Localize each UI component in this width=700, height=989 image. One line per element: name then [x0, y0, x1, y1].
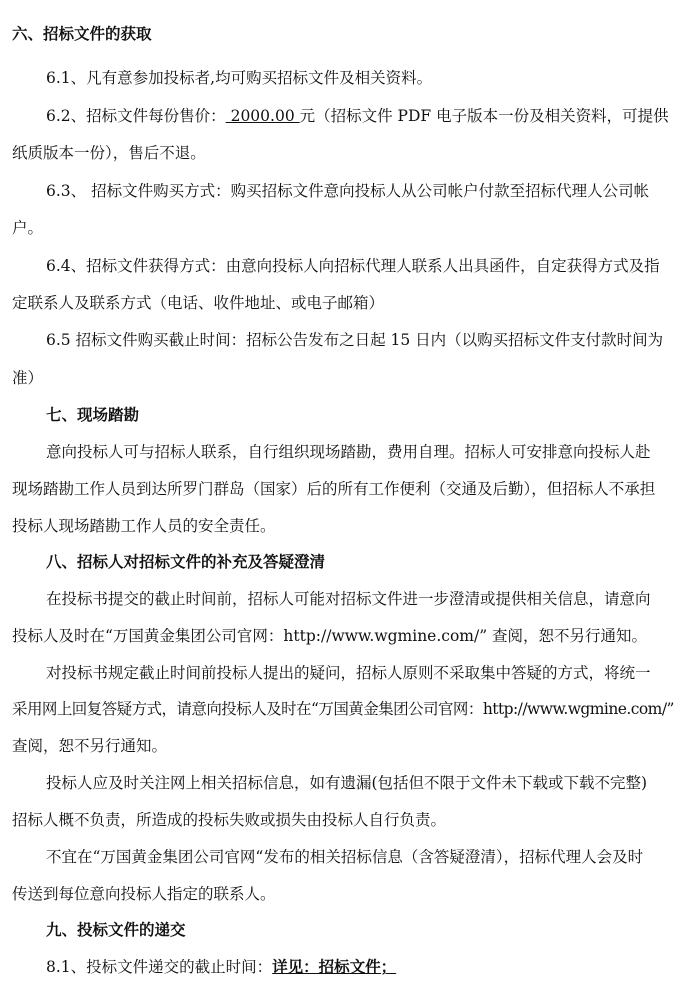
- para-8d-line2: 传送到每位意向投标人指定的联系人。: [12, 885, 276, 903]
- para-6-2-suffix: 元（招标文件 PDF 电子版本一份及相关资料，可提供: [299, 107, 669, 125]
- para-6-3-line1: 6.3、 招标文件购买方式：购买招标文件意向投标人从公司帐户付款至招标代理人公司帐: [46, 182, 650, 200]
- para-8a-line2: 投标人及时在“万国黄金集团公司官网：http://www.wgmine.com/” 查阅，恕不另行通知。: [12, 627, 648, 645]
- para-8b-line3: 查阅，恕不另行通知。: [12, 737, 168, 755]
- para-8c-line2: 招标人概不负责，所造成的投标失败或损失由投标人自行负责。: [12, 811, 447, 829]
- price-value: 2000.00: [225, 107, 300, 125]
- section-7-heading: 七、现场踏勘: [46, 406, 140, 424]
- para-6-5-line2: 准）: [12, 369, 44, 387]
- para-6-2-cont: 纸质版本一份），售后不退。: [12, 144, 206, 162]
- para-9-1: [46, 955, 396, 977]
- para-6-4-line1: 6.4、招标文件获得方式：由意向投标人向招标代理人联系人出具函件，自定获得方式及指: [46, 257, 660, 275]
- para-6-3-line2: 户。: [12, 219, 44, 237]
- para-8d-line1: 不宜在“万国黄金集团公司官网“发布的相关招标信息（含答疑澄清），招标代理人会及时: [46, 848, 644, 866]
- para-6-1: 6.1、凡有意参加投标者,均可购买招标文件及相关资料。: [46, 69, 433, 87]
- para-6-2-prefix: 6.2、招标文件每份售价：: [46, 107, 226, 125]
- para-7-line2: 现场踏勘工作人员到达所罗门群岛（国家）后的所有工作便利（交通及后勤），但招标人不承担: [12, 480, 656, 498]
- para-7-line1: 意向投标人可与招标人联系，自行组织现场踏勘，费用自理。招标人可安排意向投标人赴: [46, 443, 651, 461]
- para-8a-line1: 在投标书提交的截止时间前，招标人可能对招标文件进一步澄清或提供相关信息，请意向: [46, 590, 651, 608]
- para-6-5-line1: 6.5 招标文件购买截止时间：招标公告发布之日起 15 日内（以购买招标文件支付款时间为: [46, 331, 664, 349]
- para-6-2: [46, 104, 669, 126]
- para-7-line3: 投标人现场踏勘工作人员的安全责任。: [12, 517, 276, 535]
- section-6-heading: 六、招标文件的获取: [12, 25, 152, 43]
- para-8b-line2: 采用网上回复答疑方式，请意向投标人及时在“万国黄金集团公司官网：http://www.wgmine.com/”: [12, 700, 674, 718]
- deadline-value: 详见：招标文件；: [272, 958, 397, 976]
- para-9-1-prefix: 8.1、投标文件递交的截止时间：: [46, 958, 273, 976]
- section-9-heading: 九、投标文件的递交: [46, 921, 186, 939]
- para-6-4-line2: 定联系人及联系方式（电话、收件地址、或电子邮箱）: [12, 294, 385, 312]
- section-8-heading: 八、招标人对招标文件的补充及答疑澄清: [46, 553, 326, 571]
- para-8c-line1: 投标人应及时关注网上相关招标信息，如有遗漏(包括但不限于文件未下载或下载不完整): [46, 774, 648, 792]
- para-8b-line1: 对投标书规定截止时间前投标人提出的疑问，招标人原则不采取集中答疑的方式，将统一: [46, 664, 651, 682]
